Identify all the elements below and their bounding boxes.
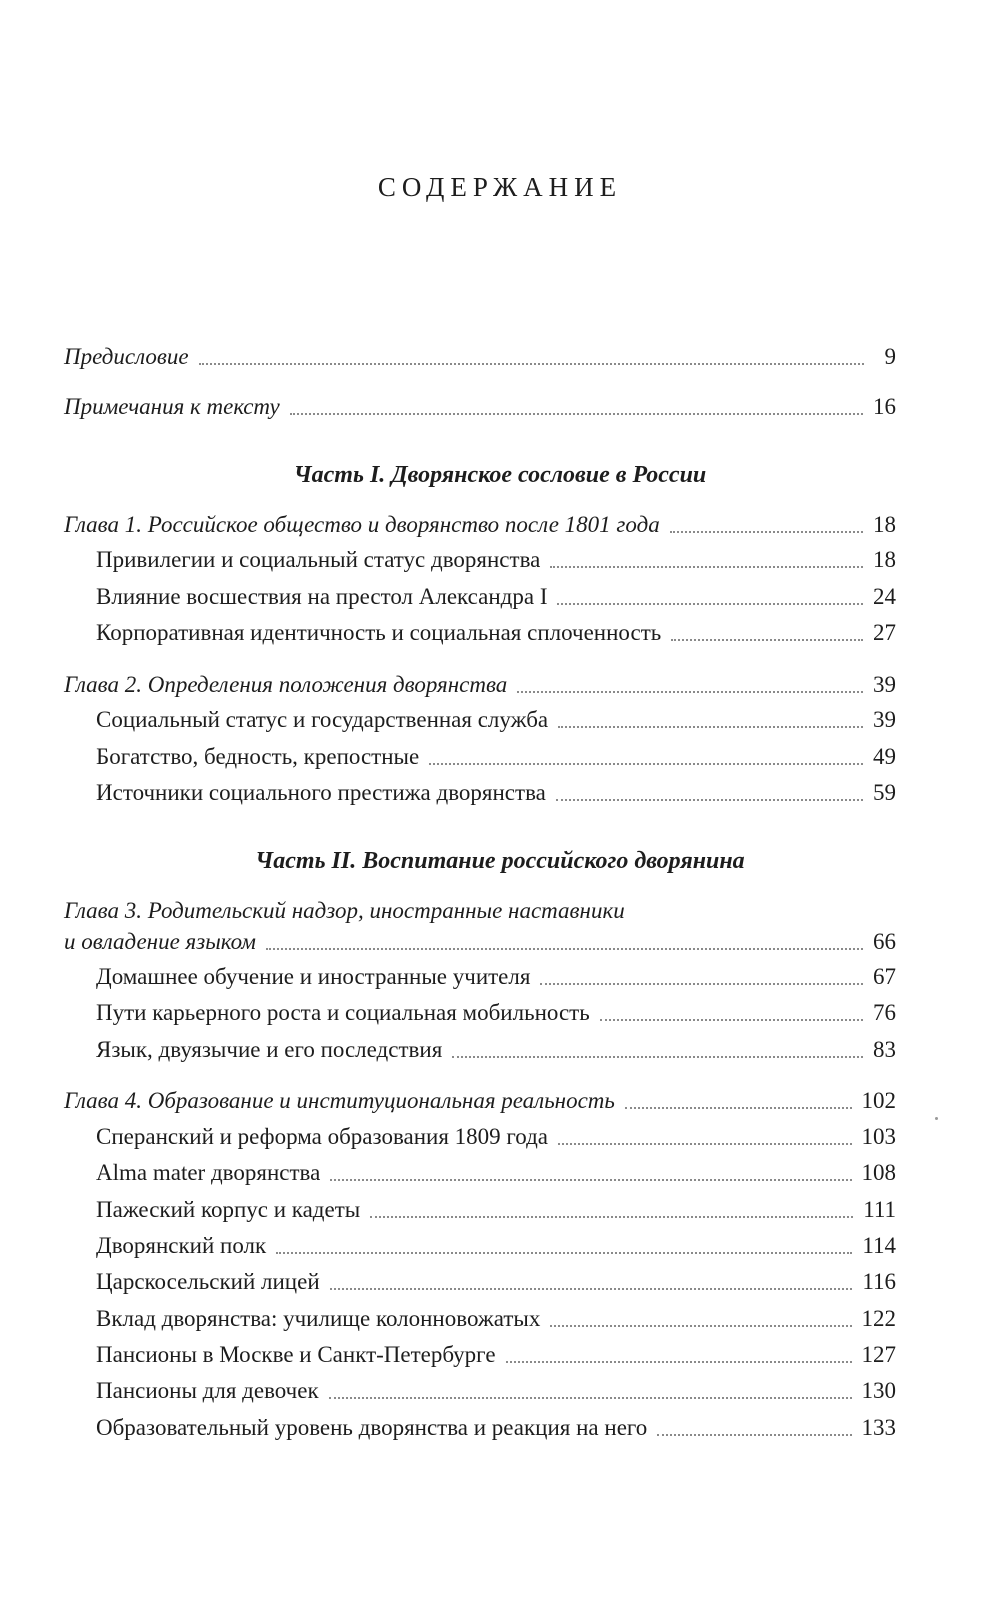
dot-leader — [329, 1395, 852, 1399]
toc-entry-title: Царскосельский лицей — [96, 1269, 320, 1294]
toc-section[interactable] — [96, 1267, 896, 1297]
toc-section[interactable] — [96, 742, 896, 772]
dot-leader — [290, 411, 863, 415]
toc-section[interactable] — [96, 1195, 896, 1225]
dot-leader — [556, 797, 863, 801]
toc-page-number: 49 — [873, 744, 896, 769]
scan-speck — [935, 1117, 938, 1120]
dot-leader — [600, 1017, 863, 1021]
toc-entry-title: Дворянский полк — [96, 1233, 267, 1258]
toc-entry-title: Глава 3. Родительский надзор, иностранные наставники — [64, 898, 625, 923]
dot-leader — [550, 1323, 851, 1327]
toc-entry-title: Образовательный уровень дворянства и реакция на него — [96, 1415, 648, 1440]
dot-leader — [199, 361, 864, 365]
dot-leader — [625, 1105, 852, 1109]
toc-page-number: 27 — [873, 620, 896, 645]
dot-leader — [657, 1432, 851, 1436]
toc-entry-notes[interactable] — [64, 392, 896, 422]
toc-entry-title: Пажеский корпус и кадеты — [96, 1197, 361, 1222]
toc-page-number: 122 — [861, 1306, 896, 1331]
toc-chapter-2[interactable] — [64, 670, 896, 700]
toc-entry-preface[interactable] — [64, 342, 896, 372]
part-1-heading: Часть I. Дворянское сословие в России — [293, 462, 707, 488]
dot-leader — [370, 1214, 853, 1218]
toc-entry-title: Влияние восшествия на престол Александра I — [96, 584, 548, 609]
dot-leader — [540, 981, 863, 985]
toc-entry-title-continued: и овладение языком — [64, 929, 256, 954]
toc-entry-title: Глава 2. Определения положения дворянства — [64, 672, 508, 697]
toc-chapter-1[interactable] — [64, 510, 896, 540]
toc-page-number: 39 — [873, 672, 896, 697]
toc-page-number: 116 — [862, 1269, 896, 1294]
toc-entry-title: Глава 4. Образование и институциональная реальность — [64, 1088, 615, 1113]
dot-leader — [276, 1250, 852, 1254]
toc-section[interactable] — [96, 1304, 896, 1334]
toc-page-number: 59 — [873, 780, 896, 805]
dot-leader — [558, 1141, 851, 1145]
toc-page-number: 127 — [861, 1342, 896, 1367]
toc-entry-title: Сперанский и реформа образования 1809 года — [96, 1124, 549, 1149]
toc-page-number: 130 — [861, 1378, 896, 1403]
dot-leader — [330, 1286, 853, 1290]
toc-section[interactable] — [96, 778, 896, 808]
toc-page-number: 16 — [873, 394, 896, 419]
toc-section[interactable] — [96, 1158, 896, 1188]
toc-section[interactable] — [96, 618, 896, 648]
toc-entry-title: Вклад дворянства: училище колонновожатых — [96, 1306, 541, 1331]
dot-leader — [266, 946, 863, 950]
toc-entry-title: Примечания к тексту — [64, 394, 280, 419]
toc-chapter-3-line-1[interactable] — [64, 896, 896, 926]
dot-leader — [330, 1177, 851, 1181]
page-title: СОДЕРЖАНИЕ — [377, 172, 623, 202]
toc-entry-title: Пансионы для девочек — [96, 1378, 319, 1403]
toc-section[interactable] — [96, 705, 896, 735]
toc-entry-title: Богатство, бедность, крепостные — [96, 744, 420, 769]
toc-section[interactable] — [96, 1340, 896, 1370]
toc-section[interactable] — [96, 962, 896, 992]
toc-section[interactable] — [96, 1035, 896, 1065]
dot-leader — [670, 529, 863, 533]
toc-section[interactable] — [96, 1122, 896, 1152]
toc-section[interactable] — [96, 1376, 896, 1406]
toc-entry-title: Язык, двуязычие и его последствия — [96, 1037, 443, 1062]
toc-section[interactable] — [96, 582, 896, 612]
toc-entry-title: Привилегии и социальный статус дворянства — [96, 547, 541, 572]
dot-leader — [550, 564, 863, 568]
toc-page-number: 66 — [873, 929, 896, 954]
toc-entry-title: Домашнее обучение и иностранные учителя — [96, 964, 531, 989]
toc-entry-title: Пансионы в Москве и Санкт-Петербурге — [96, 1342, 496, 1367]
toc-chapter-4[interactable] — [64, 1086, 896, 1116]
toc-entry-title: Источники социального престижа дворянства — [96, 780, 546, 805]
dot-leader — [517, 689, 863, 693]
toc-page-number: 83 — [873, 1037, 896, 1062]
part-2-heading: Часть II. Воспитание российского дворянина — [255, 848, 745, 874]
toc-chapter-3[interactable] — [64, 927, 896, 957]
toc-entry-title: Предисловие — [64, 344, 189, 369]
toc-entry-title: Социальный статус и государственная служба — [96, 707, 549, 732]
dot-leader — [452, 1054, 863, 1058]
toc-page-number: 39 — [873, 707, 896, 732]
toc-page-number: 67 — [873, 964, 896, 989]
toc-page-number: 18 — [873, 547, 896, 572]
toc-page-number: 133 — [861, 1415, 896, 1440]
toc-page-number: 18 — [873, 512, 896, 537]
toc-entry-title: Глава 1. Российское общество и дворянство после 1801 года — [64, 512, 660, 537]
toc-entry-title: Alma mater дворянства — [96, 1160, 321, 1185]
toc-section[interactable] — [96, 1231, 896, 1261]
toc-entry-title: Корпоративная идентичность и социальная сплоченность — [96, 620, 662, 645]
toc-section[interactable] — [96, 1413, 896, 1443]
toc-page-number: 103 — [861, 1124, 896, 1149]
dot-leader — [558, 724, 863, 728]
toc-page-number: 102 — [861, 1088, 896, 1113]
toc-section[interactable] — [96, 998, 896, 1028]
toc-page-number: 24 — [873, 584, 896, 609]
toc-section[interactable] — [96, 545, 896, 575]
toc-page-number: 114 — [862, 1233, 896, 1258]
toc-page-number: 9 — [884, 344, 896, 369]
toc-page-number: 111 — [863, 1197, 896, 1222]
dot-leader — [429, 761, 863, 765]
toc-page-number: 76 — [873, 1000, 896, 1025]
dot-leader — [671, 637, 863, 641]
dot-leader — [506, 1359, 852, 1363]
dot-leader — [557, 601, 863, 605]
toc-entry-title: Пути карьерного роста и социальная мобильность — [96, 1000, 590, 1025]
toc-page-number: 108 — [861, 1160, 896, 1185]
